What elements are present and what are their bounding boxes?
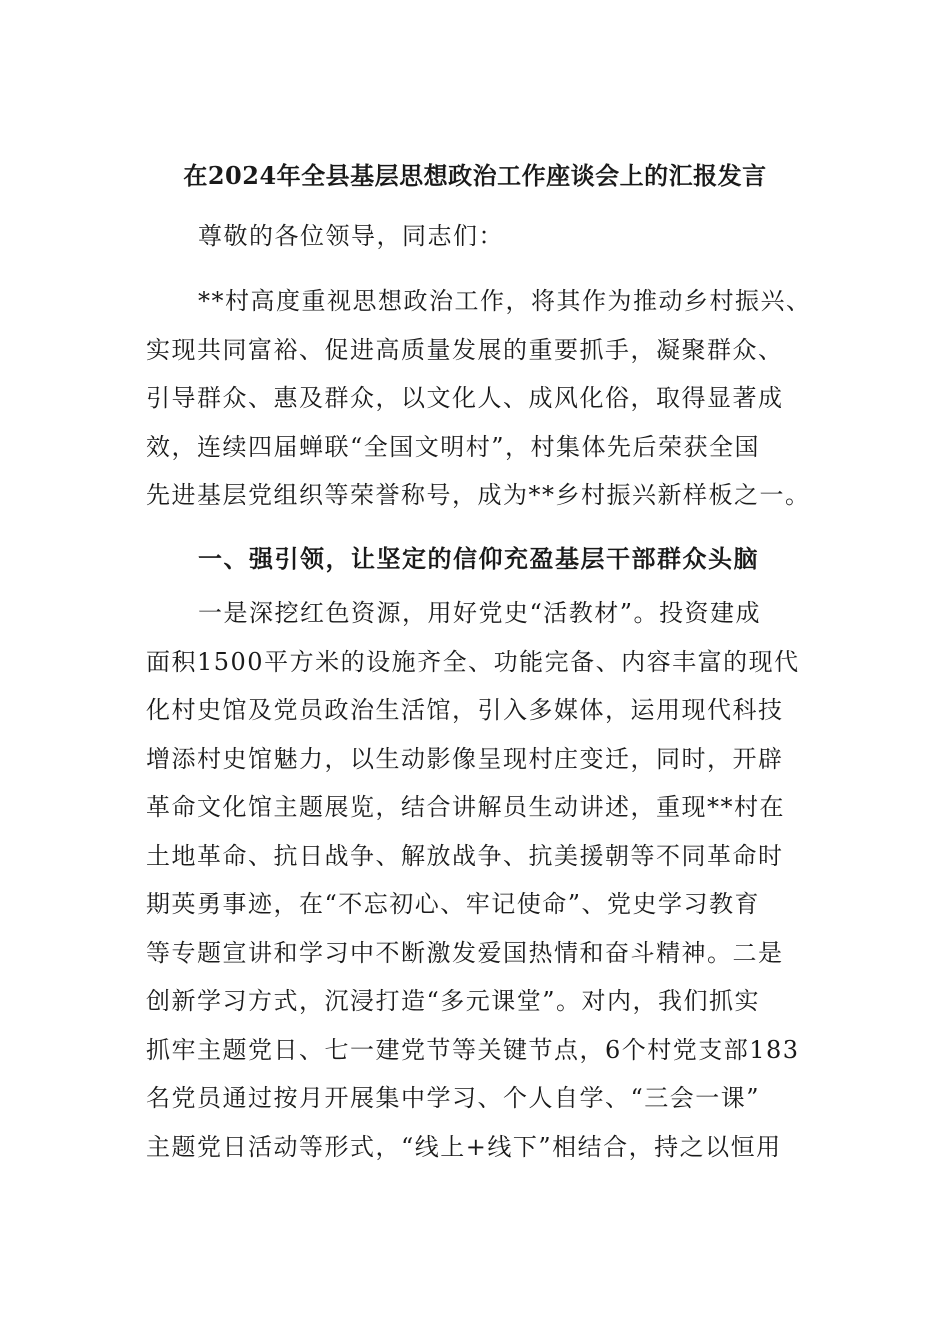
paragraph-line: 增添村史馆魅力，以生动影像呈现村庄变迁，同时，开辟 <box>146 744 784 773</box>
paragraph-line: 实现共同富裕、促进高质量发展的重要抓手，凝聚群众、 <box>146 335 784 364</box>
paragraph-line: 面积1500平方米的设施齐全、功能完备、内容丰富的现代 <box>146 647 800 676</box>
section-heading-block <box>146 535 826 584</box>
paragraph-line: 引导群众、惠及群众，以文化人、成风化俗，取得显著成 <box>146 384 784 412</box>
paragraph-line: 一是深挖红色资源，用好党史“活教材”。投资建成 <box>198 599 762 627</box>
salutation: 尊敬的各位领导，同志们： <box>198 222 504 250</box>
paragraph-line: 革命文化馆主题展览，结合讲解员生动讲述，重现**村在 <box>146 793 785 821</box>
paragraph-line: 创新学习方式，沉浸打造“多元课堂”。对内，我们抓实 <box>146 987 761 1015</box>
paragraph-line: 期英勇事迹，在“不忘初心、牢记使命”、党史学习教育 <box>146 890 761 918</box>
paragraph-line: 名党员通过按月开展集中学习、个人自学、“三会一课” <box>146 1084 761 1112</box>
section-paragraph <box>146 589 826 1171</box>
paragraph-line: 化村史馆及党员政治生活馆，引入多媒体，运用现代科技 <box>146 696 784 724</box>
paragraph-line: 土地革命、抗日战争、解放战争、抗美援朝等不同革命时 <box>146 841 784 870</box>
paragraph-line: 抓牢主题党日、七一建党节等关键节点，6个村党支部183 <box>146 1035 800 1064</box>
paragraph-line: 等专题宣讲和学习中不断激发爱国热情和奋斗精神。二是 <box>146 938 784 967</box>
paragraph-line: 效，连续四届蝉联“全国文明村”，村集体先后荣获全国 <box>146 432 761 461</box>
paragraph-line: 先进基层党组织等荣誉称号，成为**乡村振兴新样板之一。 <box>146 481 811 509</box>
intro-paragraph <box>146 277 826 520</box>
paragraph-line: **村高度重视思想政治工作，将其作为推动乡村振兴、 <box>198 287 812 315</box>
section-heading: 一、强引领，让坚定的信仰充盈基层干部群众头脑 <box>198 545 759 573</box>
document-title: 在2024年全县基层思想政治工作座谈会上的汇报发言 <box>183 161 767 190</box>
document-body <box>146 212 826 261</box>
paragraph-line: 主题党日活动等形式，“线上+线下”相结合，持之以恒用 <box>146 1132 782 1161</box>
